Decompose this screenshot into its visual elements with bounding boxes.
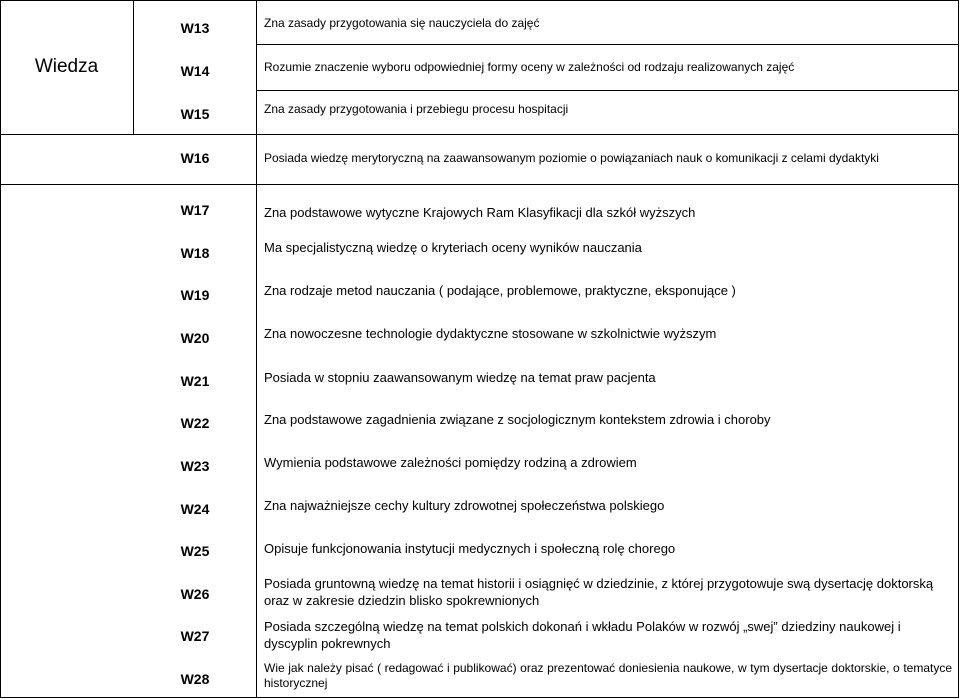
row-code: W13 bbox=[180, 20, 210, 36]
row-description: Posiada szczególną wiedzę na temat polskich dokonań i wkładu Polaków w rozwój „swej” dziedziny naukowej i dyscyplin pokrewnych bbox=[264, 619, 901, 651]
row-description: Zna najważniejsze cechy kultury zdrowotnej społeczeństwa polskiego bbox=[264, 498, 665, 513]
row-description: Zna podstawowe zagadnienia związane z socjologicznym kontekstem zdrowia i choroby bbox=[264, 412, 771, 427]
row-code: W17 bbox=[180, 202, 210, 218]
row-code: W22 bbox=[180, 415, 210, 431]
row-description: Zna nowoczesne technologie dydaktyczne stosowane w szkolnictwie wyższym bbox=[264, 326, 717, 341]
row-code: W16 bbox=[180, 150, 210, 166]
row-code: W21 bbox=[180, 373, 210, 389]
row-divider bbox=[256, 44, 959, 45]
row-code: W28 bbox=[180, 671, 210, 687]
row-divider bbox=[0, 184, 959, 185]
row-description: Zna zasady przygotowania i przebiegu procesu hospitacji bbox=[264, 102, 569, 116]
row-description: Ma specjalistyczną wiedzę o kryteriach oceny wyników nauczania bbox=[264, 240, 642, 255]
row-divider bbox=[0, 0, 959, 1]
row-description: Posiada wiedzę merytoryczną na zaawansowanym poziomie o powiązaniach nauk o komunikacji z celami dydaktyki bbox=[264, 151, 879, 165]
row-code: W27 bbox=[180, 628, 210, 644]
row-description: Wie jak należy pisać ( redagować i publikować) oraz prezentować doniesienia naukowe, w tym dysertacje doktorskie, o tematyce historycznej bbox=[264, 661, 952, 690]
row-code: W18 bbox=[180, 245, 210, 261]
row-divider bbox=[0, 134, 959, 135]
row-code: W26 bbox=[180, 586, 210, 602]
section-label: Wiedza bbox=[34, 56, 99, 77]
row-code: W23 bbox=[180, 458, 210, 474]
row-code: W20 bbox=[180, 330, 210, 346]
row-description: Wymienia podstawowe zależności pomiędzy rodziną a zdrowiem bbox=[264, 455, 637, 470]
row-code: W15 bbox=[180, 106, 210, 122]
row-description: Zna podstawowe wytyczne Krajowych Ram Klasyfikacji dla szkół wyższych bbox=[264, 205, 696, 220]
table-right-border bbox=[958, 0, 959, 698]
row-divider bbox=[256, 90, 959, 91]
row-description: Posiada w stopniu zaawansowanym wiedzę na temat praw pacjenta bbox=[264, 370, 656, 385]
row-description: Posiada gruntowną wiedzę na temat historii i osiągnięć w dziedzinie, z której przygotowuje swą dysertację doktorską oraz w zakresie dziedzin blisko spokrewnionych bbox=[264, 576, 934, 608]
row-code: W19 bbox=[180, 287, 210, 303]
row-description: Rozumie znaczenie wyboru odpowiedniej formy oceny w zależności od rodzaju realizowanych zajęć bbox=[264, 60, 795, 74]
row-code: W25 bbox=[180, 543, 210, 559]
row-code: W24 bbox=[180, 501, 210, 517]
row-description: Zna zasady przygotowania się nauczyciela do zajęć bbox=[264, 16, 540, 30]
row-description: Opisuje funkcjonowania instytucji medycznych i społeczną rolę chorego bbox=[264, 541, 676, 556]
row-description: Zna rodzaje metod nauczania ( podające, problemowe, praktyczne, eksponujące ) bbox=[264, 283, 736, 298]
column-divider-text bbox=[256, 0, 257, 698]
row-code: W14 bbox=[180, 63, 210, 79]
